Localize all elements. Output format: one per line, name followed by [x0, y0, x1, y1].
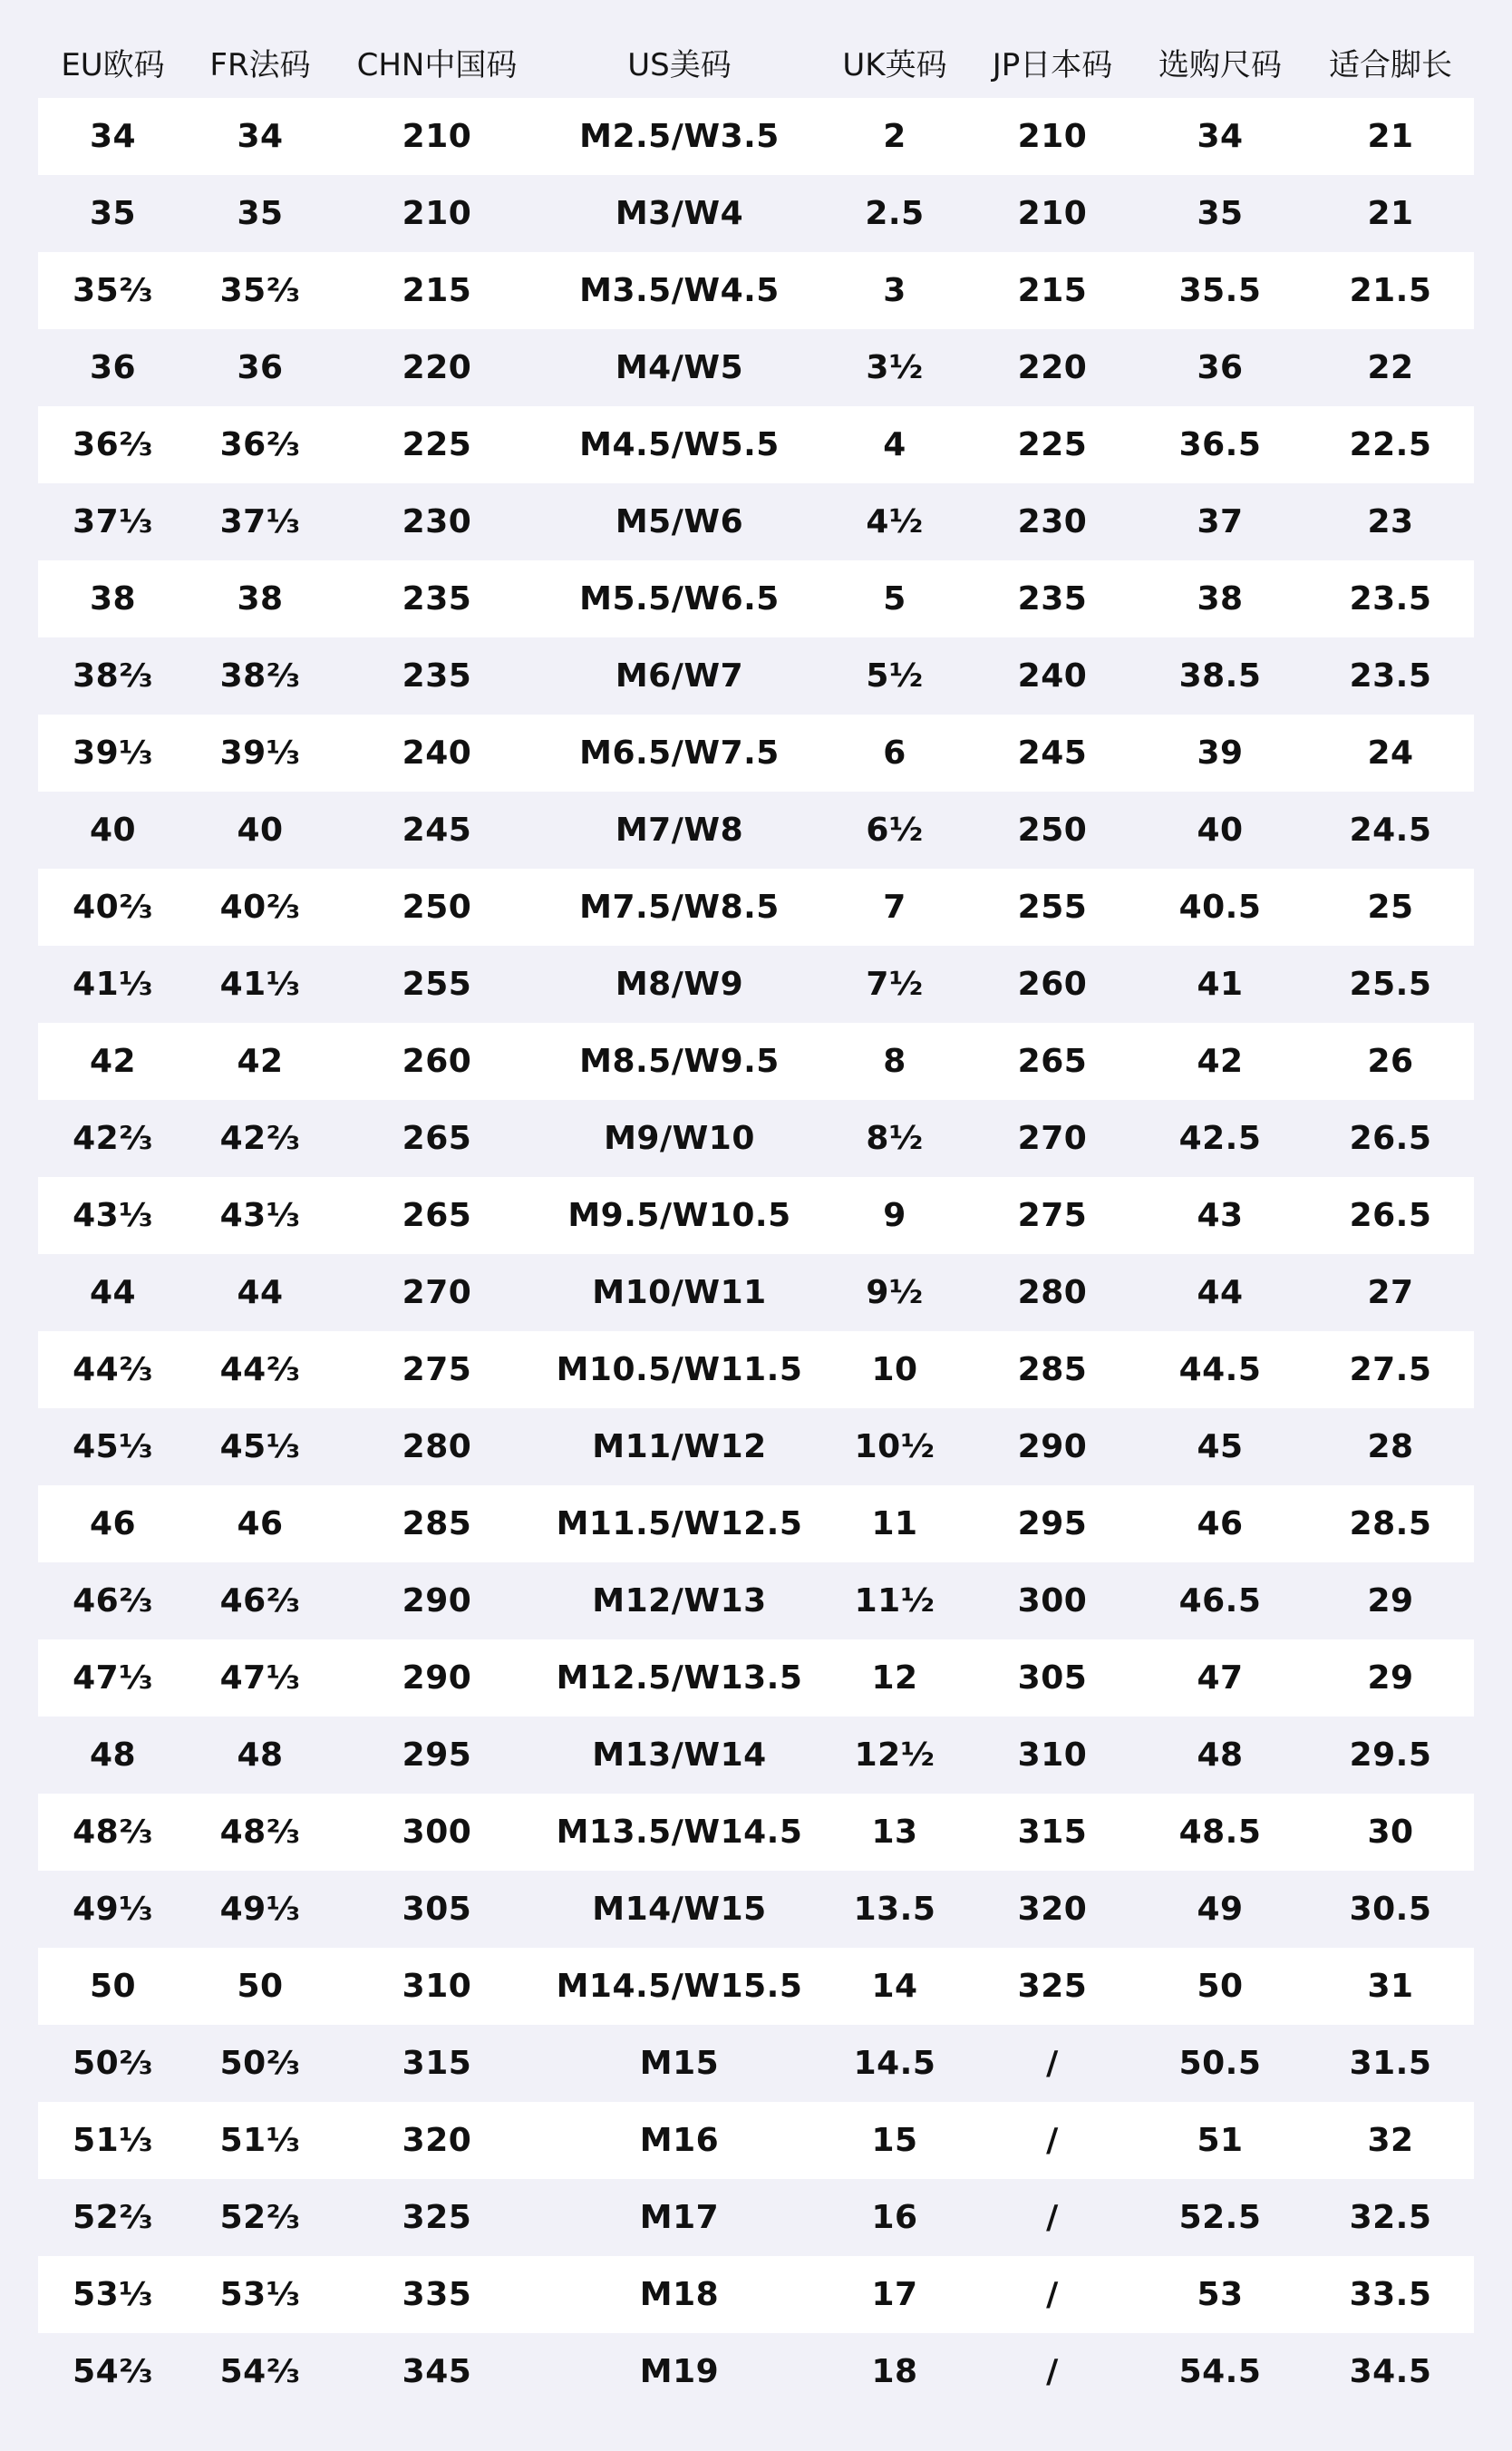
- cell-foot-length: 34.5: [1349, 2353, 1432, 2390]
- header-fr: FR法码: [209, 46, 311, 83]
- cell-foot-length: 30: [1367, 1814, 1414, 1851]
- header-purchase-size: 选购尺码: [1158, 46, 1282, 83]
- cell-fr: 37⅓: [219, 503, 301, 540]
- cell-us: M7/W8: [615, 812, 744, 849]
- table-row: [38, 2102, 1474, 2179]
- header-us: US美码: [627, 46, 732, 83]
- cell-purchase-size: 54.5: [1178, 2353, 1262, 2390]
- cell-eu: 44: [89, 1274, 137, 1311]
- table-row: [38, 1023, 1474, 1100]
- cell-jp: 310: [1017, 1736, 1088, 1774]
- cell-eu: 47⅓: [73, 1659, 153, 1697]
- cell-uk: 9½: [866, 1274, 924, 1311]
- cell-eu: 50⅔: [73, 2045, 153, 2082]
- cell-us: M7.5/W8.5: [579, 889, 780, 926]
- table-row: [38, 2333, 1474, 2410]
- cell-uk: 14.5: [853, 2045, 936, 2082]
- cell-fr: 40⅔: [219, 889, 301, 926]
- cell-fr: 36: [237, 349, 284, 386]
- cell-us: M14/W15: [592, 1891, 767, 1928]
- cell-fr: 38: [237, 580, 284, 618]
- cell-purchase-size: 50: [1197, 1968, 1244, 2005]
- cell-eu: 46⅔: [73, 1582, 153, 1619]
- table-row: [38, 1562, 1474, 1639]
- cell-jp: 265: [1017, 1043, 1088, 1080]
- cell-purchase-size: 35.5: [1178, 272, 1262, 309]
- cell-fr: 42⅔: [219, 1120, 301, 1157]
- cell-chn: 210: [402, 195, 472, 232]
- cell-us: M5/W6: [615, 503, 744, 540]
- cell-eu: 37⅓: [73, 503, 153, 540]
- cell-foot-length: 23.5: [1349, 657, 1432, 695]
- cell-foot-length: 25: [1367, 889, 1414, 926]
- cell-fr: 53⅓: [219, 2276, 301, 2313]
- cell-us: M8/W9: [615, 966, 744, 1003]
- cell-foot-length: 23.5: [1349, 580, 1432, 618]
- cell-us: M8.5/W9.5: [579, 1043, 780, 1080]
- header-jp: JP日本码: [992, 46, 1113, 83]
- cell-foot-length: 29: [1367, 1582, 1414, 1619]
- cell-foot-length: 26.5: [1349, 1120, 1432, 1157]
- cell-fr: 52⅔: [219, 2199, 301, 2236]
- cell-purchase-size: 36.5: [1178, 426, 1262, 463]
- shoe-size-chart: [38, 25, 1474, 2410]
- cell-uk: 10: [871, 1351, 918, 1388]
- cell-chn: 335: [402, 2276, 472, 2313]
- cell-us: M10/W11: [592, 1274, 767, 1311]
- cell-foot-length: 27.5: [1349, 1351, 1432, 1388]
- cell-uk: 11: [871, 1505, 918, 1542]
- header-uk: UK英码: [842, 46, 947, 83]
- cell-fr: 42: [237, 1043, 284, 1080]
- table-row: [38, 1331, 1474, 1408]
- cell-uk: 18: [871, 2353, 918, 2390]
- cell-uk: 8: [883, 1043, 906, 1080]
- cell-us: M13/W14: [592, 1736, 767, 1774]
- cell-uk: 3½: [866, 349, 924, 386]
- table-row: [38, 1100, 1474, 1177]
- cell-jp: 270: [1017, 1120, 1088, 1157]
- cell-foot-length: 27: [1367, 1274, 1414, 1311]
- cell-chn: 290: [402, 1659, 472, 1697]
- cell-purchase-size: 36: [1197, 349, 1244, 386]
- cell-fr: 46⅔: [219, 1582, 301, 1619]
- cell-jp: 295: [1017, 1505, 1088, 1542]
- cell-jp: 215: [1017, 272, 1088, 309]
- cell-purchase-size: 47: [1197, 1659, 1244, 1697]
- cell-foot-length: 21: [1367, 118, 1414, 155]
- cell-uk: 5½: [866, 657, 924, 695]
- cell-fr: 48: [237, 1736, 284, 1774]
- table-row: [38, 1177, 1474, 1254]
- table-row: [38, 1871, 1474, 1948]
- cell-chn: 325: [402, 2199, 472, 2236]
- cell-purchase-size: 52.5: [1178, 2199, 1262, 2236]
- cell-us: M16: [639, 2122, 720, 2159]
- table-row: [38, 1408, 1474, 1485]
- cell-purchase-size: 34: [1197, 118, 1244, 155]
- cell-fr: 36⅔: [219, 426, 301, 463]
- cell-fr: 51⅓: [219, 2122, 301, 2159]
- cell-fr: 38⅔: [219, 657, 301, 695]
- table-row: [38, 1794, 1474, 1871]
- cell-fr: 47⅓: [219, 1659, 301, 1697]
- cell-jp: 235: [1017, 580, 1088, 618]
- cell-purchase-size: 42: [1197, 1043, 1244, 1080]
- cell-fr: 39⅓: [219, 734, 301, 772]
- cell-uk: 5: [883, 580, 906, 618]
- cell-chn: 315: [402, 2045, 472, 2082]
- cell-eu: 35⅔: [73, 272, 153, 309]
- cell-us: M13.5/W14.5: [556, 1814, 803, 1851]
- cell-chn: 265: [402, 1120, 472, 1157]
- cell-uk: 13.5: [853, 1891, 936, 1928]
- cell-eu: 42: [89, 1043, 137, 1080]
- cell-fr: 50⅔: [219, 2045, 301, 2082]
- cell-fr: 43⅓: [219, 1197, 301, 1234]
- cell-purchase-size: 49: [1197, 1891, 1244, 1928]
- cell-uk: 12½: [854, 1736, 935, 1774]
- cell-purchase-size: 40: [1197, 812, 1244, 849]
- cell-purchase-size: 50.5: [1178, 2045, 1262, 2082]
- cell-jp: /: [1046, 2276, 1059, 2313]
- cell-uk: 10½: [854, 1428, 935, 1465]
- cell-purchase-size: 48.5: [1178, 1814, 1262, 1851]
- table-row: [38, 792, 1474, 869]
- table-row: [38, 2179, 1474, 2256]
- cell-uk: 13: [871, 1814, 918, 1851]
- cell-foot-length: 31.5: [1349, 2045, 1432, 2082]
- cell-chn: 250: [402, 889, 472, 926]
- size-chart-header: [38, 25, 1474, 98]
- cell-eu: 38: [89, 580, 137, 618]
- header-eu: EU欧码: [61, 46, 165, 83]
- cell-fr: 40: [237, 812, 284, 849]
- cell-foot-length: 26: [1367, 1043, 1414, 1080]
- header-chn: CHN中国码: [356, 46, 518, 83]
- cell-jp: 255: [1017, 889, 1088, 926]
- cell-uk: 8½: [866, 1120, 924, 1157]
- cell-fr: 49⅓: [219, 1891, 301, 1928]
- cell-jp: 320: [1017, 1891, 1088, 1928]
- size-chart-rows: [38, 98, 1474, 2410]
- table-row: [38, 637, 1474, 715]
- cell-uk: 2.5: [865, 195, 925, 232]
- cell-purchase-size: 41: [1197, 966, 1244, 1003]
- cell-eu: 40⅔: [73, 889, 153, 926]
- cell-jp: 305: [1017, 1659, 1088, 1697]
- cell-foot-length: 32: [1367, 2122, 1414, 2159]
- cell-jp: 225: [1017, 426, 1088, 463]
- cell-us: M11/W12: [592, 1428, 767, 1465]
- cell-foot-length: 30.5: [1349, 1891, 1432, 1928]
- cell-purchase-size: 35: [1197, 195, 1244, 232]
- cell-jp: 280: [1017, 1274, 1088, 1311]
- cell-purchase-size: 46: [1197, 1505, 1244, 1542]
- cell-chn: 265: [402, 1197, 472, 1234]
- cell-foot-length: 32.5: [1349, 2199, 1432, 2236]
- cell-us: M3/W4: [615, 195, 744, 232]
- cell-us: M6.5/W7.5: [579, 734, 780, 772]
- cell-chn: 255: [402, 966, 472, 1003]
- table-row: [38, 98, 1474, 175]
- cell-eu: 45⅓: [73, 1428, 153, 1465]
- cell-eu: 50: [89, 1968, 137, 2005]
- cell-uk: 7½: [866, 966, 924, 1003]
- cell-uk: 12: [871, 1659, 918, 1697]
- cell-foot-length: 29: [1367, 1659, 1414, 1697]
- cell-chn: 240: [402, 734, 472, 772]
- cell-chn: 275: [402, 1351, 472, 1388]
- cell-jp: 290: [1017, 1428, 1088, 1465]
- cell-foot-length: 24.5: [1349, 812, 1432, 849]
- cell-uk: 6: [883, 734, 906, 772]
- cell-jp: /: [1046, 2122, 1059, 2159]
- cell-us: M11.5/W12.5: [556, 1505, 803, 1542]
- cell-eu: 48: [89, 1736, 137, 1774]
- cell-jp: 240: [1017, 657, 1088, 695]
- cell-chn: 230: [402, 503, 472, 540]
- cell-foot-length: 25.5: [1349, 966, 1432, 1003]
- cell-uk: 11½: [854, 1582, 935, 1619]
- cell-purchase-size: 44: [1197, 1274, 1244, 1311]
- cell-eu: 48⅔: [73, 1814, 153, 1851]
- cell-purchase-size: 43: [1197, 1197, 1244, 1234]
- cell-foot-length: 33.5: [1349, 2276, 1432, 2313]
- table-row: [38, 869, 1474, 946]
- cell-eu: 41⅓: [73, 966, 153, 1003]
- cell-fr: 41⅓: [219, 966, 301, 1003]
- cell-uk: 3: [883, 272, 906, 309]
- cell-fr: 48⅔: [219, 1814, 301, 1851]
- cell-eu: 35: [89, 195, 137, 232]
- cell-uk: 9: [883, 1197, 906, 1234]
- cell-chn: 285: [402, 1505, 472, 1542]
- cell-chn: 210: [402, 118, 472, 155]
- cell-us: M4.5/W5.5: [579, 426, 780, 463]
- cell-purchase-size: 44.5: [1178, 1351, 1262, 1388]
- cell-chn: 270: [402, 1274, 472, 1311]
- cell-uk: 4½: [866, 503, 924, 540]
- cell-fr: 35⅔: [219, 272, 301, 309]
- table-row: [38, 483, 1474, 560]
- cell-eu: 54⅔: [73, 2353, 153, 2390]
- cell-purchase-size: 40.5: [1178, 889, 1262, 926]
- cell-purchase-size: 53: [1197, 2276, 1244, 2313]
- cell-fr: 34: [237, 118, 284, 155]
- cell-foot-length: 31: [1367, 1968, 1414, 2005]
- cell-fr: 35: [237, 195, 284, 232]
- cell-jp: 250: [1017, 812, 1088, 849]
- header-foot-length: 适合脚长: [1329, 46, 1452, 83]
- cell-jp: /: [1046, 2199, 1059, 2236]
- table-row: [38, 175, 1474, 252]
- cell-uk: 16: [871, 2199, 918, 2236]
- cell-jp: 285: [1017, 1351, 1088, 1388]
- cell-jp: 220: [1017, 349, 1088, 386]
- cell-purchase-size: 46.5: [1178, 1582, 1262, 1619]
- cell-purchase-size: 42.5: [1178, 1120, 1262, 1157]
- cell-us: M2.5/W3.5: [579, 118, 780, 155]
- cell-purchase-size: 39: [1197, 734, 1244, 772]
- cell-eu: 42⅔: [73, 1120, 153, 1157]
- cell-us: M10.5/W11.5: [556, 1351, 803, 1388]
- cell-uk: 4: [883, 426, 906, 463]
- cell-foot-length: 22.5: [1349, 426, 1432, 463]
- cell-fr: 44: [237, 1274, 284, 1311]
- cell-uk: 17: [871, 2276, 918, 2313]
- cell-eu: 53⅓: [73, 2276, 153, 2313]
- cell-jp: 230: [1017, 503, 1088, 540]
- cell-purchase-size: 38: [1197, 580, 1244, 618]
- table-row: [38, 1485, 1474, 1562]
- cell-uk: 15: [871, 2122, 918, 2159]
- cell-uk: 6½: [866, 812, 924, 849]
- cell-foot-length: 23: [1367, 503, 1414, 540]
- cell-jp: 325: [1017, 1968, 1088, 2005]
- cell-purchase-size: 38.5: [1178, 657, 1262, 695]
- cell-chn: 295: [402, 1736, 472, 1774]
- cell-foot-length: 21.5: [1349, 272, 1432, 309]
- cell-chn: 305: [402, 1891, 472, 1928]
- cell-jp: /: [1046, 2045, 1059, 2082]
- cell-purchase-size: 45: [1197, 1428, 1244, 1465]
- cell-fr: 44⅔: [219, 1351, 301, 1388]
- cell-chn: 235: [402, 657, 472, 695]
- cell-us: M12.5/W13.5: [556, 1659, 803, 1697]
- table-row: [38, 2025, 1474, 2102]
- cell-eu: 36⅔: [73, 426, 153, 463]
- cell-us: M4/W5: [615, 349, 744, 386]
- table-row: [38, 946, 1474, 1023]
- cell-us: M12/W13: [592, 1582, 767, 1619]
- cell-uk: 2: [883, 118, 906, 155]
- cell-jp: 210: [1017, 118, 1088, 155]
- cell-chn: 260: [402, 1043, 472, 1080]
- cell-chn: 280: [402, 1428, 472, 1465]
- cell-purchase-size: 51: [1197, 2122, 1244, 2159]
- cell-foot-length: 28.5: [1349, 1505, 1432, 1542]
- cell-eu: 34: [89, 118, 137, 155]
- cell-eu: 44⅔: [73, 1351, 153, 1388]
- cell-chn: 220: [402, 349, 472, 386]
- cell-eu: 51⅓: [73, 2122, 153, 2159]
- cell-fr: 45⅓: [219, 1428, 301, 1465]
- cell-foot-length: 24: [1367, 734, 1414, 772]
- table-row: [38, 1639, 1474, 1717]
- cell-us: M5.5/W6.5: [579, 580, 780, 618]
- cell-us: M18: [639, 2276, 720, 2313]
- table-row: [38, 715, 1474, 792]
- cell-us: M17: [639, 2199, 720, 2236]
- cell-uk: 7: [883, 889, 906, 926]
- cell-jp: 260: [1017, 966, 1088, 1003]
- cell-chn: 310: [402, 1968, 472, 2005]
- cell-chn: 235: [402, 580, 472, 618]
- cell-eu: 46: [89, 1505, 137, 1542]
- cell-foot-length: 28: [1367, 1428, 1414, 1465]
- cell-eu: 38⅔: [73, 657, 153, 695]
- cell-fr: 46: [237, 1505, 284, 1542]
- cell-chn: 345: [402, 2353, 472, 2390]
- cell-eu: 52⅔: [73, 2199, 153, 2236]
- cell-chn: 320: [402, 2122, 472, 2159]
- cell-jp: /: [1046, 2353, 1059, 2390]
- cell-us: M9.5/W10.5: [567, 1197, 791, 1234]
- table-row: [38, 560, 1474, 637]
- cell-chn: 245: [402, 812, 472, 849]
- table-row: [38, 1717, 1474, 1794]
- cell-jp: 300: [1017, 1582, 1088, 1619]
- cell-us: M14.5/W15.5: [556, 1968, 803, 2005]
- cell-chn: 225: [402, 426, 472, 463]
- cell-eu: 43⅓: [73, 1197, 153, 1234]
- table-row: [38, 406, 1474, 483]
- cell-jp: 245: [1017, 734, 1088, 772]
- cell-foot-length: 29.5: [1349, 1736, 1432, 1774]
- cell-purchase-size: 37: [1197, 503, 1244, 540]
- cell-us: M3.5/W4.5: [579, 272, 780, 309]
- cell-jp: 315: [1017, 1814, 1088, 1851]
- cell-foot-length: 22: [1367, 349, 1414, 386]
- cell-uk: 14: [871, 1968, 918, 2005]
- cell-eu: 39⅓: [73, 734, 153, 772]
- cell-eu: 40: [89, 812, 137, 849]
- cell-chn: 215: [402, 272, 472, 309]
- cell-jp: 210: [1017, 195, 1088, 232]
- cell-us: M9/W10: [604, 1120, 755, 1157]
- table-row: [38, 329, 1474, 406]
- cell-us: M15: [639, 2045, 720, 2082]
- cell-jp: 275: [1017, 1197, 1088, 1234]
- cell-chn: 290: [402, 1582, 472, 1619]
- table-row: [38, 1948, 1474, 2025]
- cell-eu: 36: [89, 349, 137, 386]
- table-row: [38, 2256, 1474, 2333]
- cell-purchase-size: 48: [1197, 1736, 1244, 1774]
- cell-us: M6/W7: [615, 657, 744, 695]
- cell-foot-length: 21: [1367, 195, 1414, 232]
- table-row: [38, 1254, 1474, 1331]
- cell-fr: 54⅔: [219, 2353, 301, 2390]
- table-row: [38, 252, 1474, 329]
- cell-fr: 50: [237, 1968, 284, 2005]
- cell-foot-length: 26.5: [1349, 1197, 1432, 1234]
- cell-eu: 49⅓: [73, 1891, 153, 1928]
- cell-us: M19: [639, 2353, 720, 2390]
- cell-chn: 300: [402, 1814, 472, 1851]
